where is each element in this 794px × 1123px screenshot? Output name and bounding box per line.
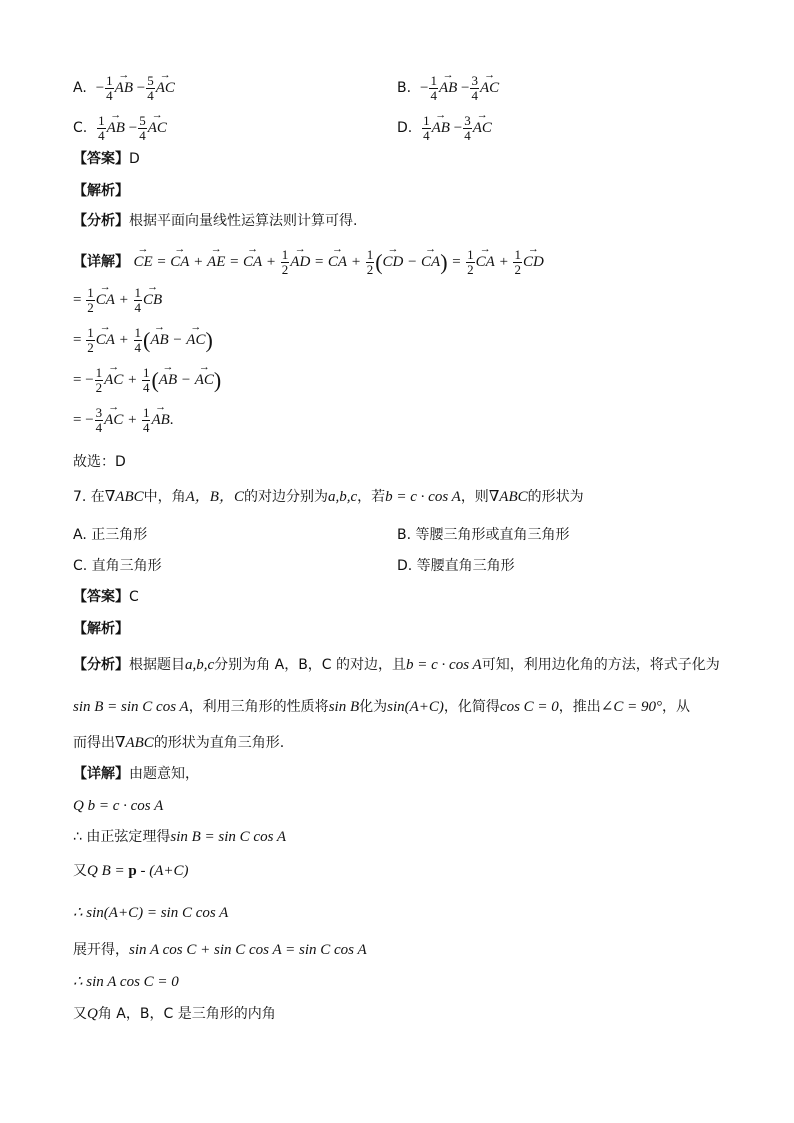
q7-answer: 【答案】C [73, 589, 139, 605]
vector-ac: → AC [473, 110, 492, 137]
vector-ab: → AB [107, 110, 125, 137]
q6-option-c: C. $\frac{1}{4}$ → AB − $\frac{5}{4}$ → AC [73, 110, 167, 143]
q7-step-7: 又Q角 A，B，C 是三角形的内角 [73, 1006, 276, 1022]
q7-option-c: C. 直角三角形 [73, 558, 162, 574]
q6-detail-line-2: = $\frac{1}{2}$ → CA + $\frac{1}{4}$ → CB [73, 282, 162, 315]
q7-option-a: A. 正三角形 [73, 527, 148, 543]
fraction: $\frac{5}{4}$ [139, 113, 146, 144]
q7-fenxi-line-1: 【分析】根据题目a,b,c分别为角 A，B，C 的对边，且b = c · cos A可知，利用边化角的方法，将式子化为 [73, 657, 720, 673]
fraction: $\frac{1}{4}$ [423, 113, 430, 144]
vector-ab: → AB [439, 70, 457, 97]
q6-conclusion: 故选：D [73, 454, 126, 470]
q7-fenxi-line-2: sin B = sin C cos A，利用三角形的性质将sin B化为sin(A+C)，化简得cos C = 0，推出∠C = 90°，从 [73, 699, 690, 715]
fraction: $\frac{3}{4}$ [464, 113, 471, 144]
q6-option-d: D. $\frac{1}{4}$ → AB − $\frac{3}{4}$ → AC [397, 110, 492, 143]
fraction: $\frac{1}{4}$ [106, 73, 113, 104]
vector-ab: → AB [115, 70, 133, 97]
q6-detail-line-5: = − $\frac{3}{4}$ → AC + $\frac{1}{4}$ → AB. [73, 402, 174, 435]
q7-step-6: ∴ sin A cos C = 0 [73, 974, 179, 990]
q7-option-b: B. 等腰三角形或直角三角形 [397, 527, 570, 543]
q6-detail-line-3: = $\frac{1}{2}$ → CA + $\frac{1}{4}$ (→ AB − → AC) [73, 322, 213, 355]
vector-ac: → AC [156, 70, 175, 97]
fraction: $\frac{1}{4}$ [430, 73, 437, 104]
vector-ab: → AB [432, 110, 450, 137]
q6-answer: 【答案】D [73, 151, 140, 167]
q7-step-3: 又Q B = p - (A+C) [73, 863, 189, 879]
q6-detail-line-4: = − $\frac{1}{2}$ → AC + $\frac{1}{4}$ (→ AB − → AC) [73, 362, 221, 395]
q7-detail-heading: 【详解】由题意知， [73, 766, 199, 782]
q6-analysis-heading: 【解析】 [73, 183, 129, 199]
fraction: $\frac{1}{4}$ [98, 113, 105, 144]
vector-ac: → AC [480, 70, 499, 97]
vector-ac: → AC [148, 110, 167, 137]
q6-option-b: B. − $\frac{1}{4}$ → AB − $\frac{3}{4}$ → AC [397, 70, 499, 103]
q7-step-4: ∴ sin(A+C) = sin C cos A [73, 905, 229, 921]
q6-detail-line-1: 【详解】 → CE = → CA + → AE = → CA + $\frac{1}{2}$ → AD = → CA + $\frac{1}{2}$ (→ CD − → CA) = $\frac{1}{2}$ → CA + $\frac{1}{2}$ → CD [73, 244, 544, 277]
fraction: $\frac{3}{4}$ [471, 73, 478, 104]
q7-analysis-heading: 【解析】 [73, 621, 129, 637]
fraction: $\frac{5}{4}$ [147, 73, 154, 104]
q6-fenxi: 【分析】根据平面向量线性运算法则计算可得. [73, 213, 358, 229]
q7-stem: 7. 在∇ABC中，角A，B，C的对边分别为a,b,c，若b = c · cos A，则∇ABC的形状为 [73, 489, 584, 505]
q7-step-2: ∴ 由正弦定理得sin B = sin C cos A [73, 829, 287, 845]
q7-step-1: Q b = c · cos A [73, 798, 164, 814]
q7-fenxi-line-3: 而得出∇ABC的形状为直角三角形. [73, 735, 285, 751]
q6-option-a: A. − $\frac{1}{4}$ → AB − $\frac{5}{4}$ → AC [73, 70, 175, 103]
q7-option-d: D. 等腰直角三角形 [397, 558, 515, 574]
q7-step-5: 展开得，sin A cos C + sin C cos A = sin C cos A [73, 942, 367, 958]
